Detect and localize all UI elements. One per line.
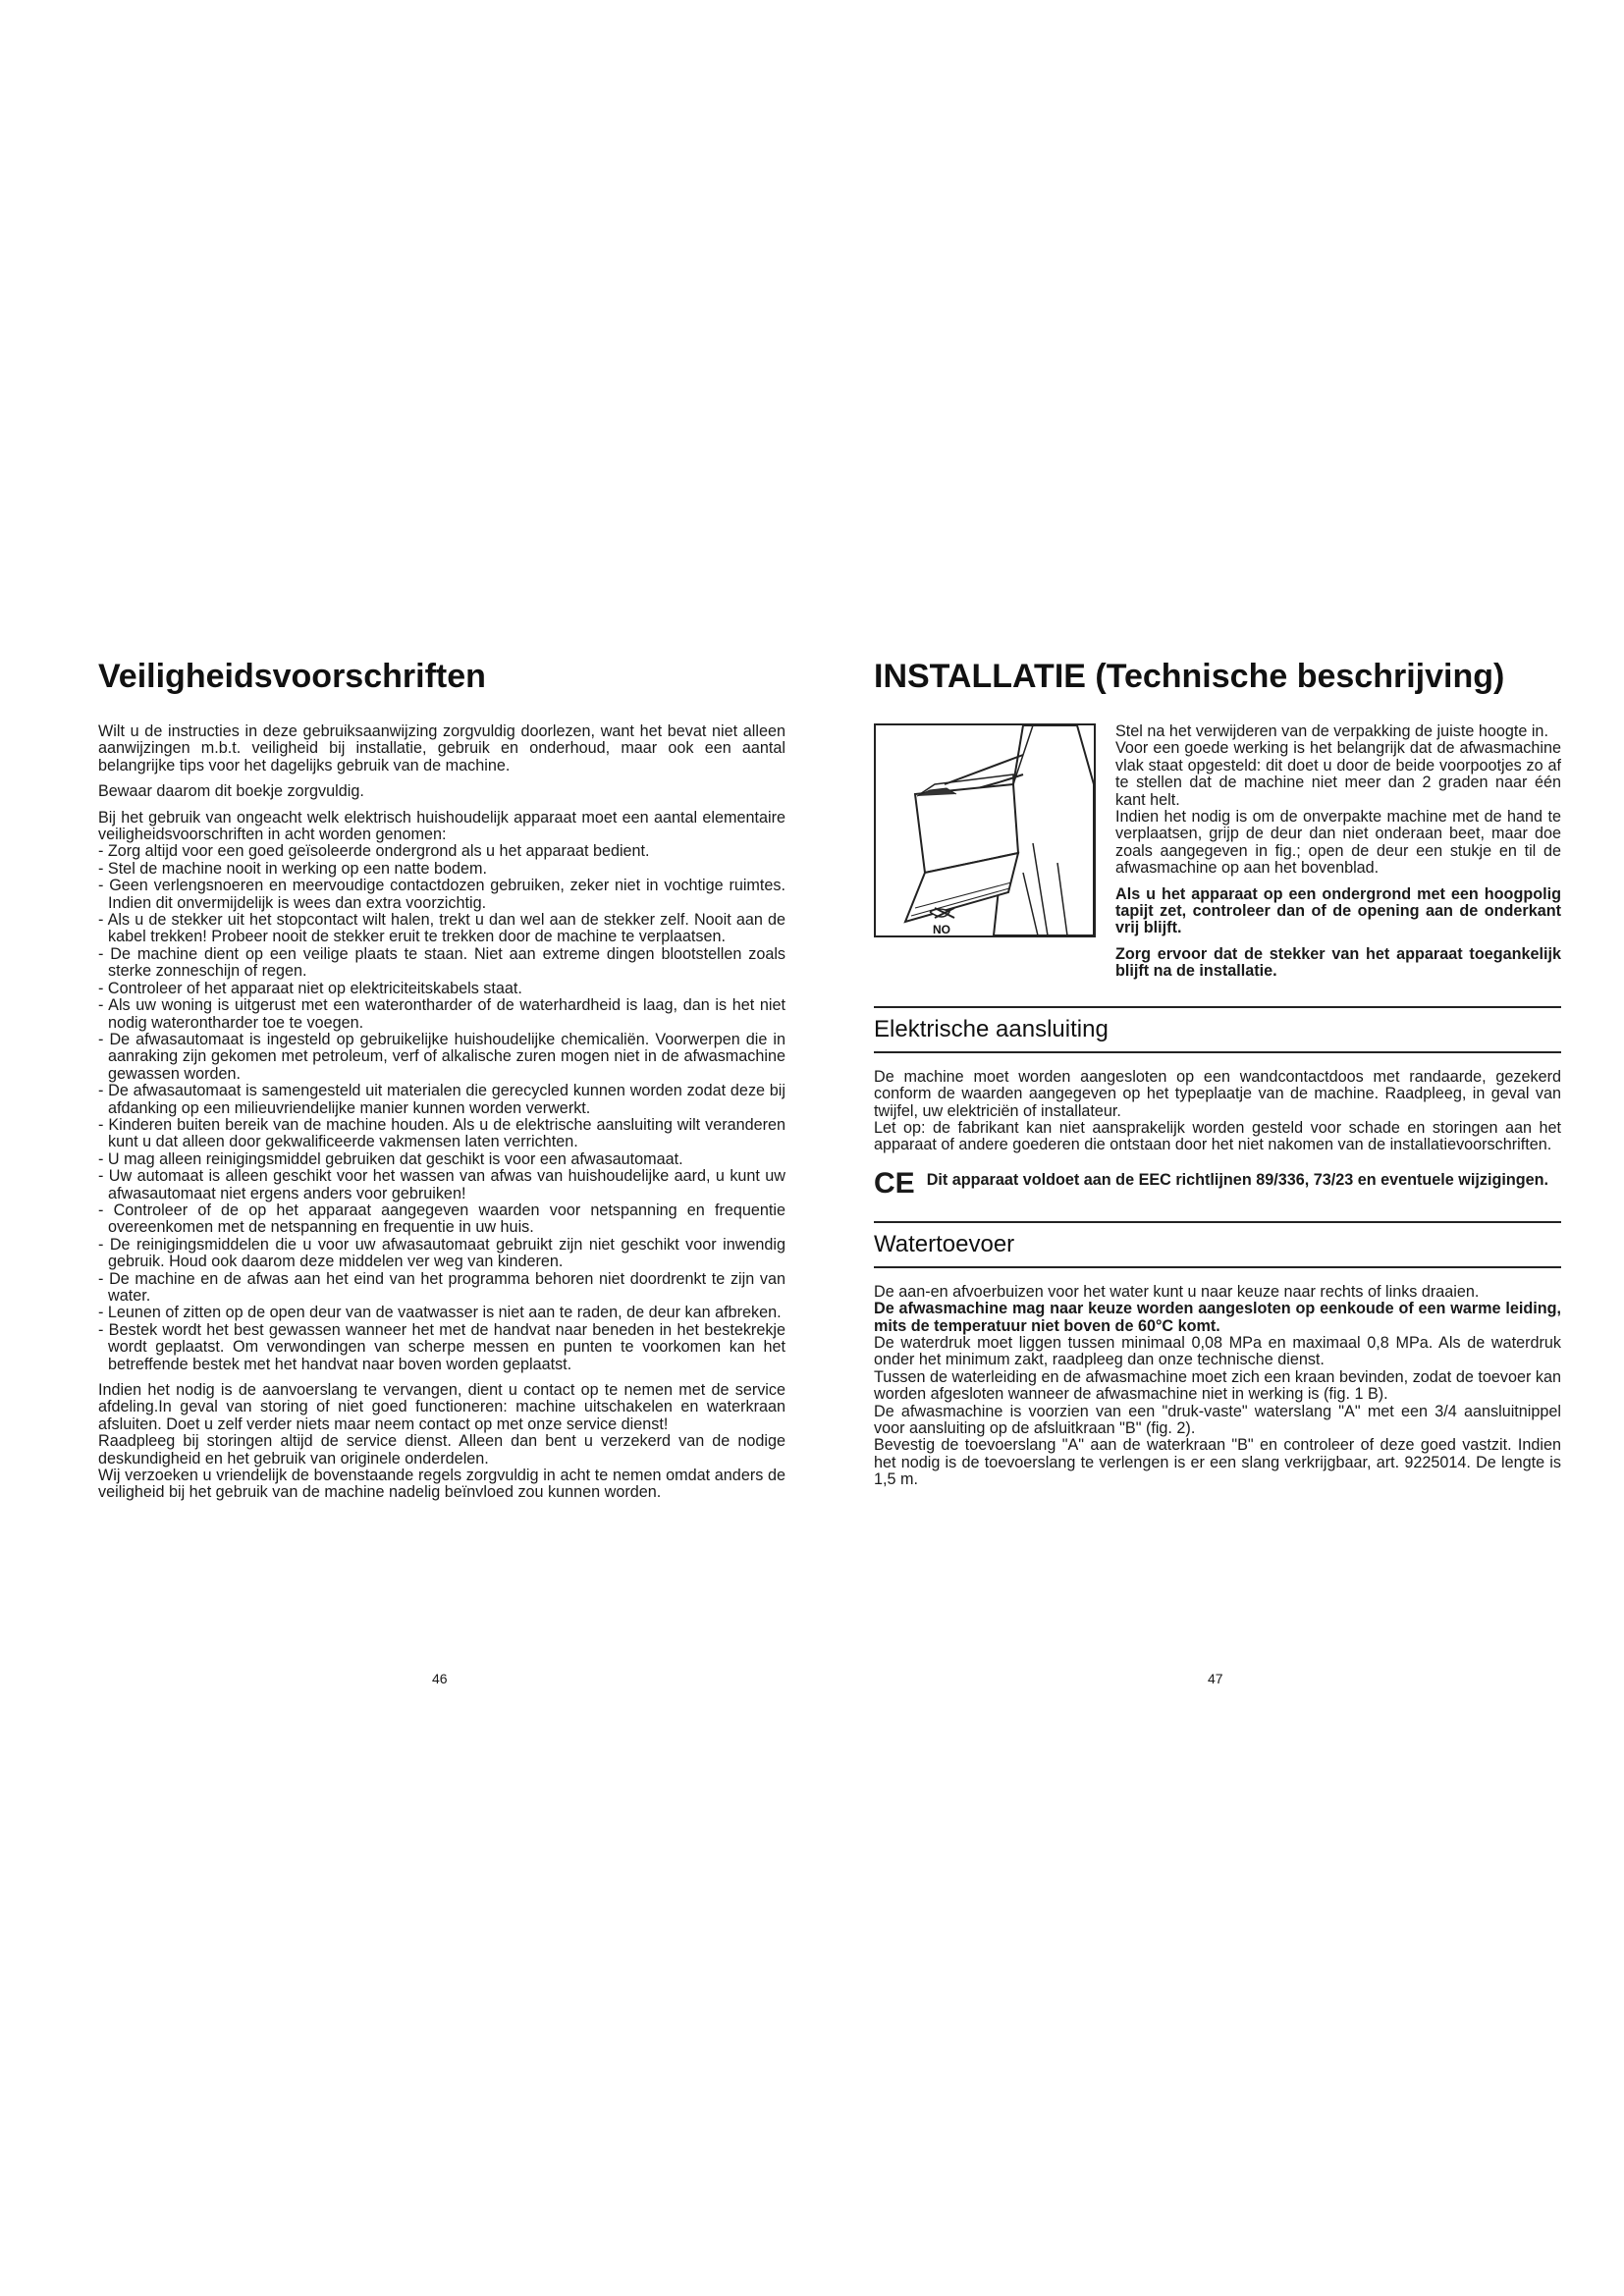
section-divider: [874, 1266, 1561, 1268]
list-item: - Stel de machine nooit in werking op een natte bodem.: [98, 861, 785, 878]
install-level-paragraph: Voor een goede werking is het belangrijk dat de afwasmachine vlak staat opgesteld: dit doet u door de beide voorpootjes zo af te stellen dat de machine niet meer dan 2 graden naar één kant helt.: [1115, 739, 1561, 809]
safety-rules-list: [98, 843, 785, 1373]
list-item: - Zorg altijd voor een goed geïsoleerde ondergrond als u het apparaat bedient.: [98, 843, 785, 860]
dishwasher-lift-drawing: [876, 725, 1094, 935]
page-title-safety: Veiligheidsvoorschriften: [98, 658, 486, 695]
water-temperature-warning: De afwasmachine mag naar keuze worden aangesloten op eenkoude of een warme leiding, mits de temperatuur niet boven de 60°C komt.: [874, 1300, 1561, 1335]
ce-mark-icon: CE: [874, 1166, 915, 1200]
installation-block: [874, 723, 1561, 981]
electric-paragraph: De machine moet worden aangesloten op een wandcontactdoos met randaarde, gezekerd conform de waarden aangegeven op het typeplaatje van de machine. Raadpleeg, in geval van twijfel, uw elektriciën of installateur.: [874, 1067, 1561, 1120]
list-item: - Uw automaat is alleen geschikt voor het wassen van afwas van huishoudelijke aard, u kunt uw afwasautomaat niet ergens anders voor gebruiken!: [98, 1168, 785, 1202]
install-height-paragraph: Stel na het verwijderen van de verpakking de juiste hoogte in.: [1115, 722, 1548, 740]
electric-liability-paragraph: Let op: de fabrikant kan niet aansprakelijk worden gesteld voor schade en storingen aan het apparaat of andere goederen die ontstaan door het niet nakomen van de installatievoorschriften.: [874, 1118, 1561, 1154]
left-page: [98, 658, 785, 1502]
install-plug-warning: Zorg ervoor dat de stekker van het apparaat toegankelijk blijft na de installatie.: [1115, 944, 1561, 981]
list-item: - De afwasautomaat is ingesteld op gebruikelijke huishoudelijke chemicaliën. Voorwerpen die in aanraking zijn gekomen met petroleum, verf of alkalische zuren mogen niet in de afwasmachine gewassen worden.: [98, 1032, 785, 1083]
list-item: - Leunen of zitten op de open deur van de vaatwasser is niet aan te raden, de deur kan afbreken.: [98, 1305, 785, 1321]
closing-paragraph-repairs: Raadpleeg bij storingen altijd de service dienst. Alleen dan bent u verzekerd van de nodige deskundigheid en het gebruik van originele onderdelen.: [98, 1432, 785, 1468]
list-item: - U mag alleen reinigingsmiddel gebruiken dat geschikt is voor een afwasautomaat.: [98, 1151, 785, 1168]
page-title-installation: INSTALLATIE (Technische beschrijving): [874, 658, 1505, 695]
water-hose-paragraph: De afwasmachine is voorzien van een "druk-vaste" waterslang "A" met een 3/4 aansluitnippel voor aansluiting op de afsluitkraan "B" (fig. 2).: [874, 1402, 1561, 1437]
list-item: - Controleer of het apparaat niet op elektriciteitskabels staat.: [98, 981, 785, 997]
rules-intro: Bij het gebruik van ongeacht welk elektrisch huishoudelijk apparaat moet een aantal elementaire veiligheidsvoorschriften in acht worden genomen:: [98, 808, 785, 844]
intro-paragraph: Wilt u de instructies in deze gebruiksaanwijzing zorgvuldig doorlezen, want het bevat niet alleen aanwijzingen m.b.t. veiligheid bij installatie, gebruik en onderhoud, maar ook een aantal belangrijke tips voor het dagelijks gebruik van de machine.: [98, 722, 785, 774]
page-number-right: 47: [1208, 1671, 1223, 1686]
list-item: - De reinigingsmiddelen die u voor uw afwasautomaat gebruikt zijn niet geschikt voor inwendig gebruik. Houd ook daarom deze middelen ver weg van kinderen.: [98, 1237, 785, 1271]
ce-compliance: [874, 1166, 1561, 1200]
list-item: - Kinderen buiten bereik van de machine houden. Als u de elektrische aansluiting wilt veranderen kunt u dat alleen door gekwalificeerde vakmensen laten verrichten.: [98, 1117, 785, 1151]
closing-paragraph-request: Wij verzoeken u vriendelijk de bovenstaande regels zorgvuldig in acht te nemen omdat anders de veiligheid bij het gebruik van de machine nadelig beïnvloed zou kunnen worden.: [98, 1467, 785, 1502]
keep-booklet-note: Bewaar daarom dit boekje zorgvuldig.: [98, 782, 364, 801]
list-item: - Controleer of de op het apparaat aangegeven waarden voor netspanning en frequentie overeenkomen met de netspanning en frequentie in uw huis.: [98, 1202, 785, 1237]
install-carpet-warning: Als u het apparaat op een ondergrond met een hoogpolig tapijt zet, controleer dan of de opening aan de onderkant vrij blijft.: [1115, 884, 1561, 937]
list-item: - Geen verlengsnoeren en meervoudige contactdozen gebruiken, zeker niet in vochtige ruimtes. Indien dit onvermijdelijk is wees dan extra voorzichtig.: [98, 878, 785, 912]
water-direction-paragraph: De aan-en afvoerbuizen voor het water kunt u naar keuze naar rechts of links draaien.: [874, 1282, 1480, 1301]
ce-compliance-text: Dit apparaat voldoet aan de EEC richtlijnen 89/336, 73/23 en eventuele wijzigingen.: [926, 1170, 1548, 1189]
water-tap-paragraph: Tussen de waterleiding en de afwasmachine moet zich een kraan bevinden, zodat de toevoer kan worden afgesloten wanneer de afwasmachine niet in werking is (fig. 1 B).: [874, 1367, 1561, 1404]
list-item: - De machine en de afwas aan het eind van het programma behoren niet doordrenkt te zijn van water.: [98, 1271, 785, 1306]
install-lift-paragraph: Indien het nodig is om de onverpakte machine met de hand te verplaatsen, grijp de deur dan niet onderaan beet, maar doe zoals aangegeven in fig.; open de deur een stukje en til de afwasmachine op aan het bovenblad.: [1115, 808, 1561, 878]
section-divider: [874, 1221, 1561, 1223]
list-item: - Bestek wordt het best gewassen wanneer het met de handvat naar beneden in het bestekrekje wordt geplaatst. Om verwondingen van scherpe messen en punten te voorkomen kan het betreffende bestek met het handvat naar boven worden geplaatst.: [98, 1322, 785, 1373]
list-item: - De afwasautomaat is samengesteld uit materialen die gerecycled kunnen worden zodat deze bij afdanking op een milieuvriendelijke manier kunnen worden verwerkt.: [98, 1083, 785, 1117]
closing-paragraph-service: Indien het nodig is de aanvoerslang te vervangen, dient u contact op te nemen met de service afdeling.In geval van storing of niet goed functioneren: machine uitschakelen en waterkraan afsluiten. Doet u zelf verder niets maar neem contact op met onze service dienst!: [98, 1381, 785, 1433]
water-pressure-paragraph: De waterdruk moet liggen tussen minimaal 0,08 MPa en maximaal 0,8 MPa. Als de waterdruk onder het minimum zakt, raadpleeg dan onze technische dienst.: [874, 1333, 1561, 1369]
list-item: - Als uw woning is uitgerust met een waterontharder of de waterhardheid is laag, dan is het niet nodig waterontharder toe te voegen.: [98, 997, 785, 1032]
section-divider: [874, 1051, 1561, 1053]
right-page: [874, 658, 1561, 1489]
list-item: - Als u de stekker uit het stopcontact wilt halen, trekt u dan wel aan de stekker zelf. Nooit aan de kabel trekken! Probeer nooit de stekker eruit te trekken door de machine te verplaatsen.: [98, 912, 785, 946]
lifting-illustration: [874, 723, 1096, 937]
page-number-left: 46: [432, 1671, 448, 1686]
water-extension-paragraph: Bevestig de toevoerslang "A" aan de waterkraan "B" en controleer of deze goed vastzit. Indien het nodig is de toevoerslang te verlengen is er een slang verkrijgbaar, art. 9225014. De lengte is 1,5 m.: [874, 1436, 1561, 1489]
list-item: - De machine dient op een veilige plaats te staan. Niet aan extreme dingen blootstellen zoals sterke zonneschijn of regen.: [98, 946, 785, 981]
section-divider: [874, 1006, 1561, 1008]
installation-text: [1115, 723, 1561, 981]
figure-no-label: NO: [933, 923, 950, 935]
section-heading-water: Watertoevoer: [874, 1230, 1015, 1257]
section-heading-electric: Elektrische aansluiting: [874, 1015, 1109, 1042]
